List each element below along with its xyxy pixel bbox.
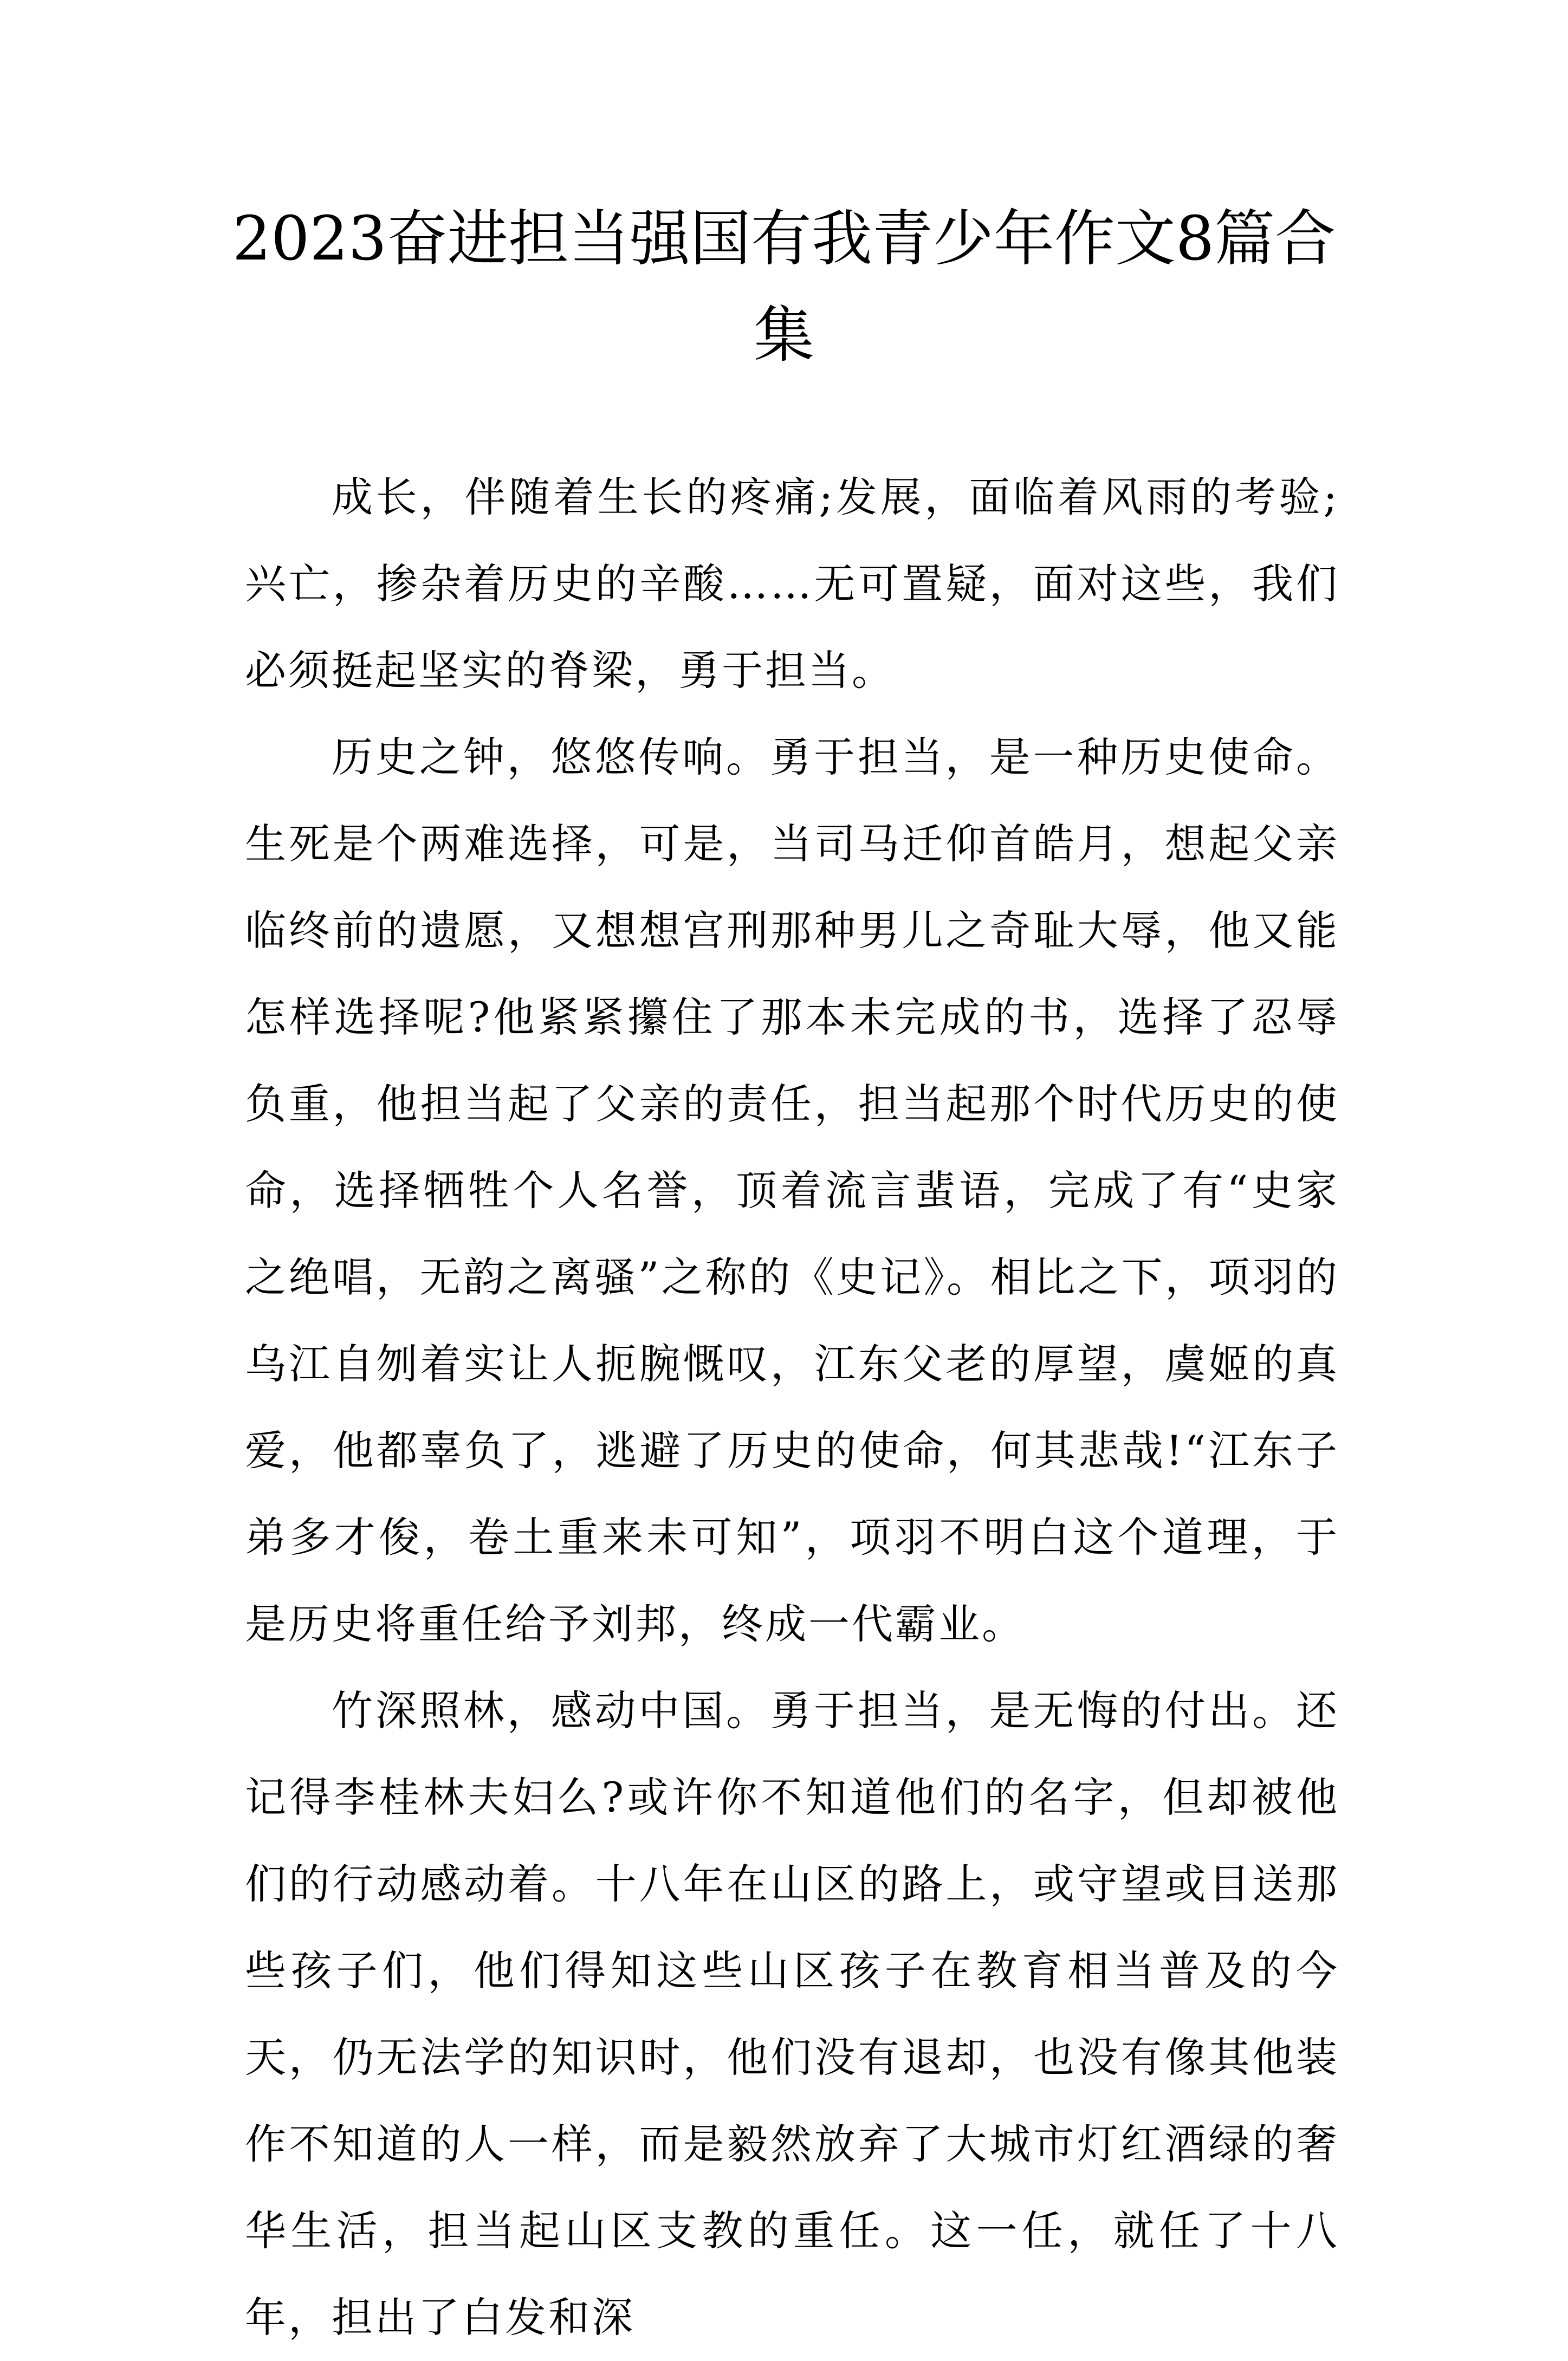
- paragraph: 历史之钟，悠悠传响。勇于担当，是一种历史使命。生死是个两难选择，可是，当司马迁仰首皓月，想起父亲临终前的遗愿，又想想宫刑那种男儿之奇耻大辱，他又能怎样选择呢?他紧紧攥住了那本未完成的书，选择了忍辱负重，他担当起了父亲的责任，担当起那个时代历史的使命，选择牺牲个人名誉，顶着流言蜚语，完成了有“史家之绝唱，无韵之离骚”之称的《史记》。相比之下，项羽的乌江自刎着实让人扼腕慨叹，江东父老的厚望，虞姬的真爱，他都辜负了，逃避了历史的使命，何其悲哉!“江东子弟多才俊，卷土重来未可知”，项羽不明白这个道理，于是历史将重任给予刘邦，终成一代霸业。: [245, 733, 1339, 1648]
- document-body: [245, 454, 1339, 2361]
- document-title: 2023奋进担当强国有我青少年作文8篇合集: [232, 204, 1336, 371]
- paragraph: 竹深照林，感动中国。勇于担当，是无悔的付出。还记得李桂林夫妇么?或许你不知道他们的名字，但却被他们的行动感动着。十八年在山区的路上，或守望或目送那些孩子们，他们得知这些山区孩子在教育相当普及的今天，仍无法学的知识时，他们没有退却，也没有像其他装作不知道的人一样，而是毅然放弃了大城市灯红酒绿的奢华生活，担当起山区支教的重任。这一任，就任了十八年，担出了白发和深: [245, 1687, 1339, 2341]
- paragraph: 成长，伴随着生长的疼痛;发展，面临着风雨的考验;兴亡，掺杂着历史的辛酸……无可置疑，面对这些，我们必须挺起坚实的脊梁，勇于担当。: [245, 473, 1339, 695]
